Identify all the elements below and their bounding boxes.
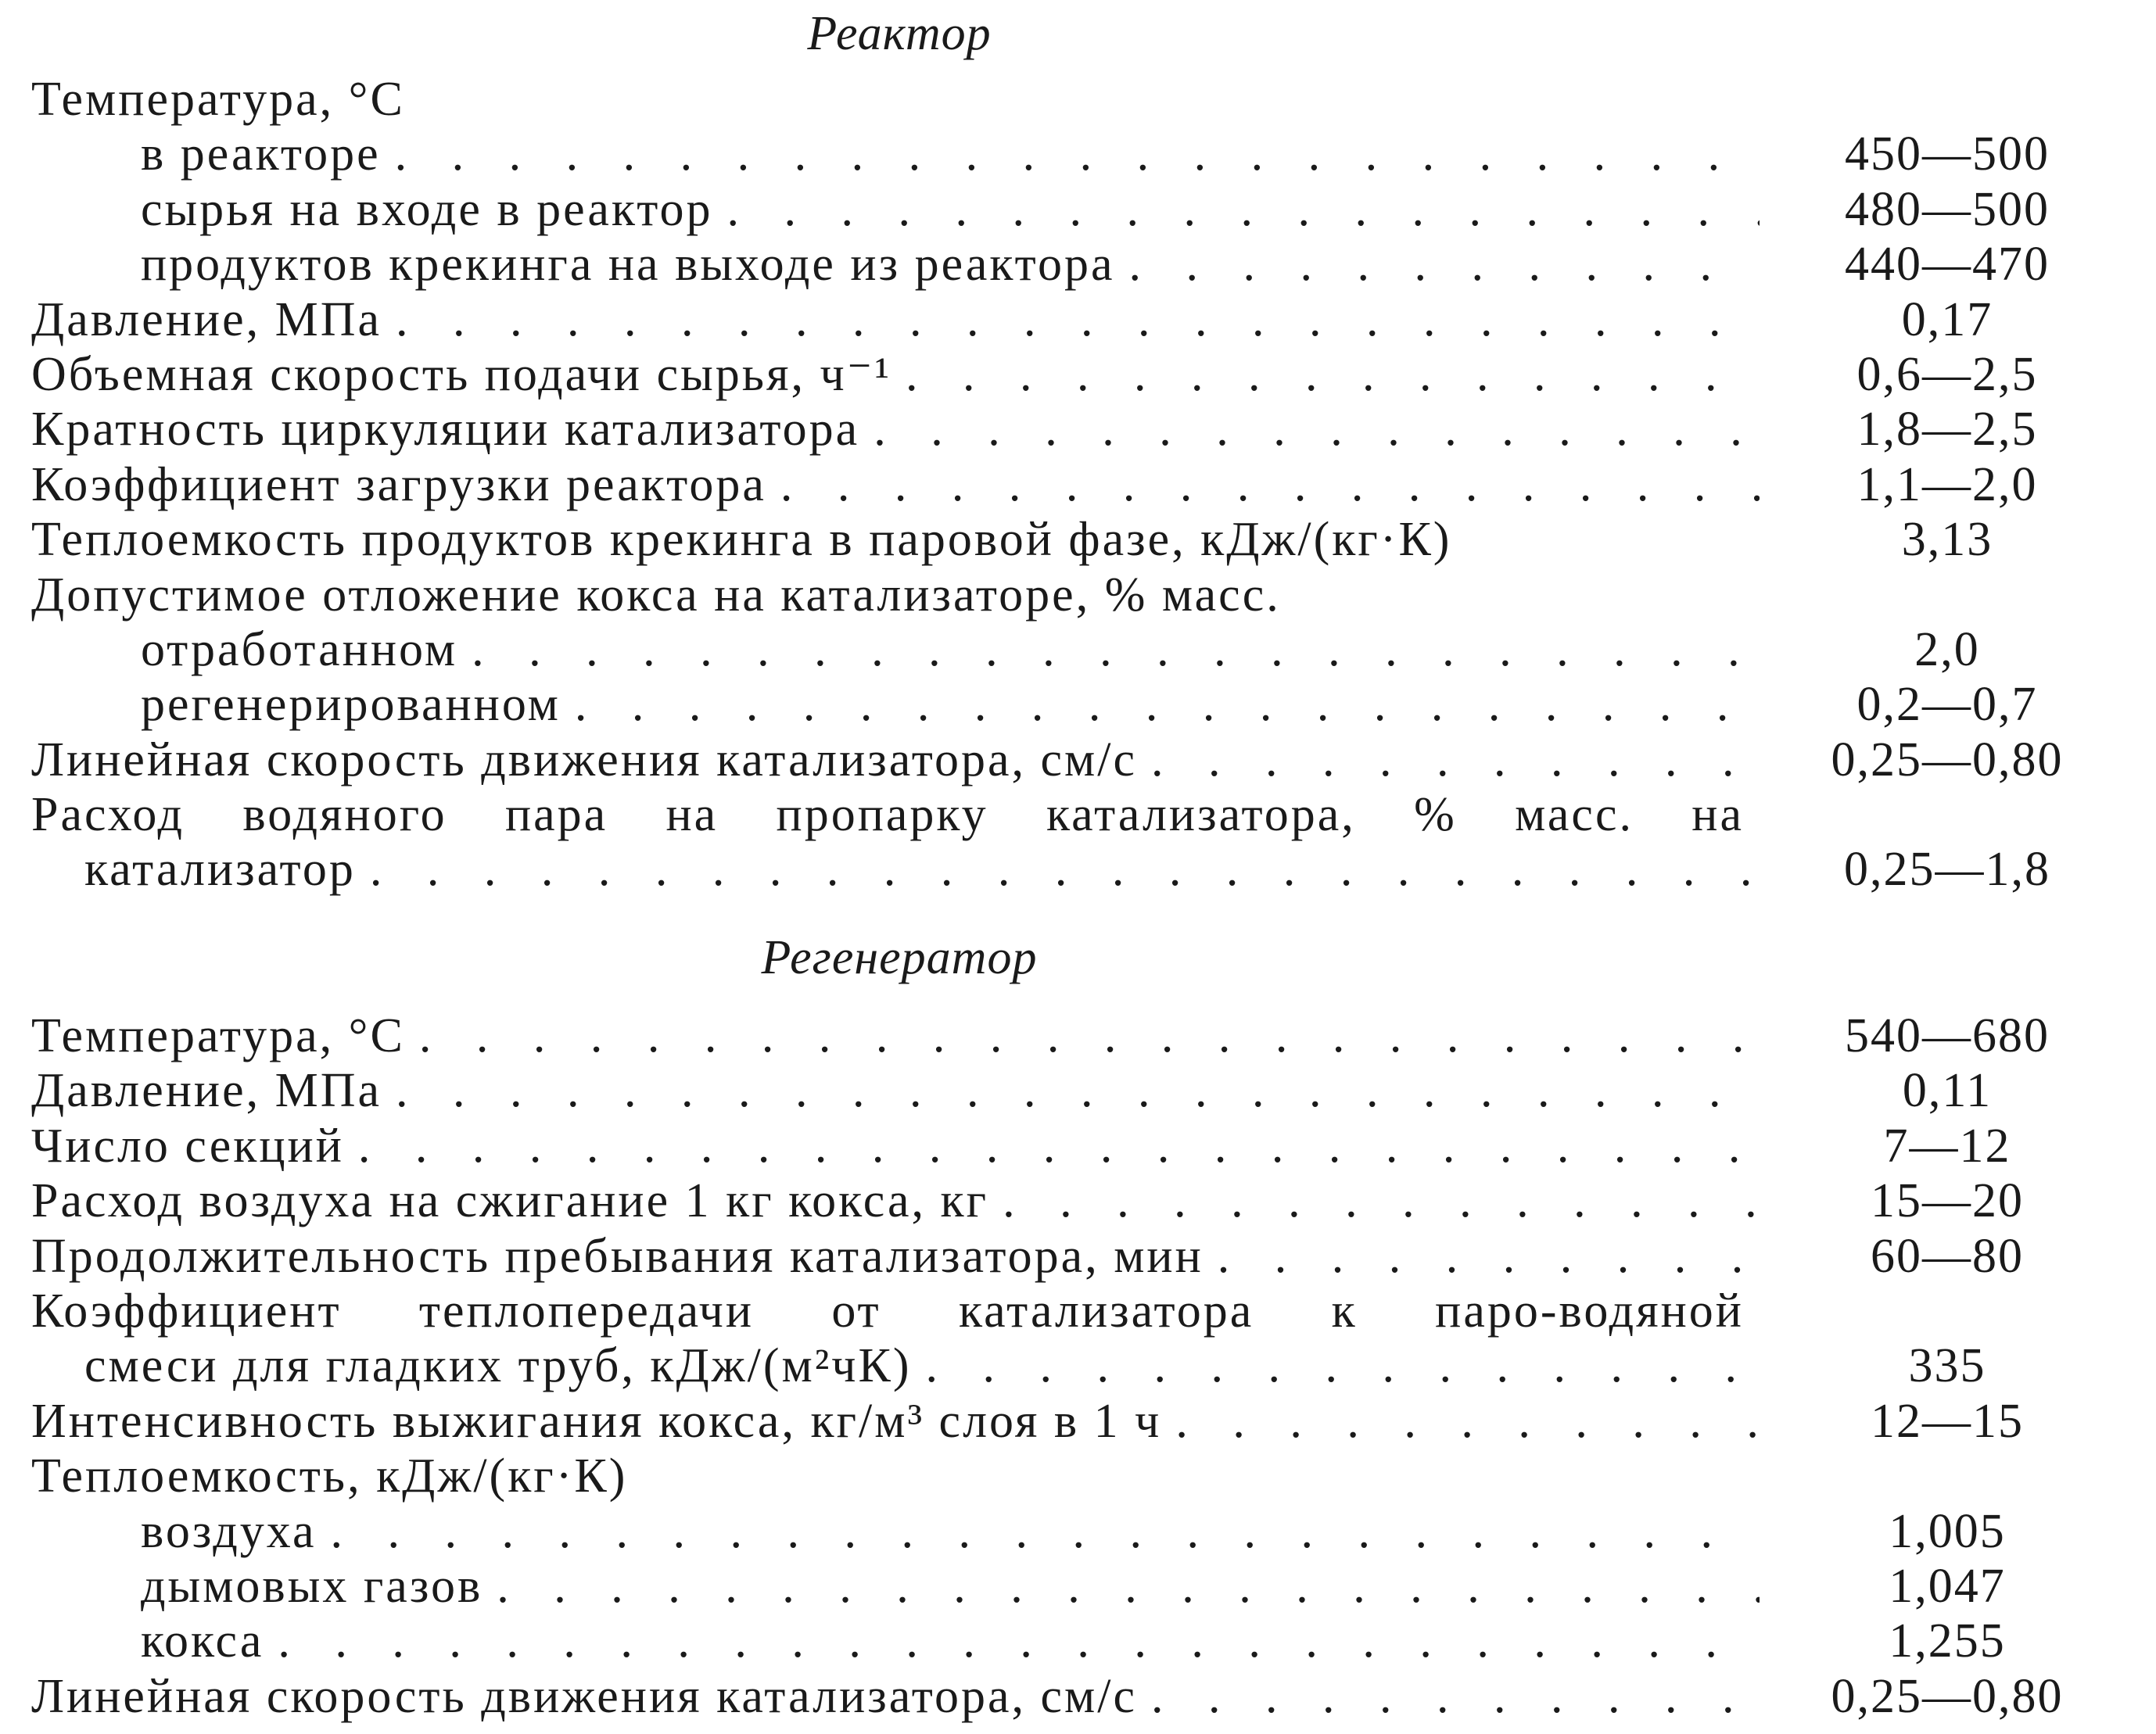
dot-leader: [419, 1009, 1760, 1063]
steam-value: 0,25—1,8: [1844, 843, 2050, 897]
dot-leader: [396, 1063, 1760, 1118]
parameter-value: 440—470: [1845, 238, 2050, 292]
parameter-label: Число секций: [31, 1119, 358, 1173]
parameter-row: [31, 677, 2143, 732]
parameter-label: Линейная скорость движения катализатора, см/с: [31, 733, 1151, 787]
heat-transfer-label-line1: Коэффициент теплопередачи от катализатора к паро-водяной: [31, 1284, 1744, 1338]
parameter-row: [31, 1229, 2143, 1284]
parameter-label: регенерированном: [141, 677, 575, 732]
parameter-label: Температура, °C: [31, 72, 419, 127]
burn-intensity-row: [31, 1394, 2143, 1449]
parameter-value: 1,8—2,5: [1856, 403, 2038, 457]
parameter-label: Давление, МПа: [31, 292, 396, 347]
parameter-row: [31, 72, 2143, 127]
regenerator-section-title: Регенератор: [761, 931, 1038, 984]
parameter-label: Коэффициент загрузки реактора: [31, 457, 780, 512]
parameter-value: 540—680: [1845, 1009, 2050, 1062]
parameter-label: Давление, МПа: [31, 1063, 396, 1118]
parameter-row: [31, 457, 2143, 512]
dot-leader: [1151, 1669, 1760, 1724]
parameter-label: отработанном: [141, 622, 472, 677]
parameter-row: [31, 1173, 2143, 1228]
parameter-value: 2,0: [1914, 622, 1980, 676]
dot-leader: [330, 1504, 1760, 1559]
parameter-row: [31, 1614, 2143, 1668]
parameter-label: Кратность циркуляции катализатора: [31, 402, 874, 457]
parameter-label: сырья на входе в реактор: [141, 182, 727, 237]
dot-leader: [370, 842, 1760, 897]
parameter-label: в реакторе: [141, 127, 395, 181]
reactor-parameters: [31, 72, 2143, 897]
parameter-label: Температура, °C: [31, 1009, 419, 1063]
parameter-label: воздуха: [141, 1504, 330, 1559]
parameter-label: кокса: [141, 1614, 278, 1668]
parameter-value: 60—80: [1871, 1229, 2024, 1283]
parameter-value: 3,13: [1901, 513, 1993, 567]
parameter-row: [31, 512, 2143, 567]
regenerator-speed-value: 0,25—0,80: [1831, 1669, 2064, 1723]
parameter-label: Расход воздуха на сжигание 1 кг кокса, кг: [31, 1173, 1003, 1228]
parameter-row: [31, 1063, 2143, 1118]
parameter-value: 0,11: [1902, 1064, 1993, 1118]
parameter-label: дымовых газов: [141, 1559, 497, 1614]
regenerator-speed-row: [31, 1669, 2143, 1724]
dot-leader: [1151, 733, 1760, 787]
reactor-rows: [31, 72, 2143, 787]
burn-intensity-value: 12—15: [1871, 1394, 2024, 1448]
dot-leader: [396, 292, 1760, 347]
steam-consumption-row: [31, 787, 2143, 897]
parameter-value: 1,047: [1889, 1559, 2006, 1613]
dot-leader: [1175, 1394, 1760, 1449]
dot-leader: [278, 1614, 1760, 1668]
parameter-label: Объемная скорость подачи сырья, ч⁻¹: [31, 347, 906, 402]
parameter-value: 7—12: [1883, 1119, 2011, 1173]
parameter-label: продуктов крекинга на выходе из реактора: [141, 237, 1128, 292]
dot-leader: [358, 1119, 1760, 1173]
dot-leader: [1003, 1173, 1760, 1228]
parameter-row: [31, 347, 2143, 402]
parameter-row: [31, 1559, 2143, 1614]
dot-leader: [780, 457, 1760, 512]
parameter-value: 480—500: [1845, 182, 2050, 236]
parameter-row: [31, 733, 2143, 787]
parameter-row: [31, 182, 2143, 237]
steam-label-line1: Расход водяного пара на пропарку катализатора, % масс. на: [31, 788, 1744, 842]
parameter-value: 1,1—2,0: [1856, 457, 2038, 511]
parameter-value: 450—500: [1845, 127, 2050, 181]
parameter-value: 15—20: [1871, 1174, 2024, 1228]
heat-transfer-label-line2: смеси для гладких труб, кДж/(м²чК): [84, 1338, 926, 1393]
dot-leader: [395, 127, 1760, 181]
dot-leader: [926, 1338, 1760, 1393]
regenerator-speed-label: Линейная скорость движения катализатора, см/с: [31, 1669, 1151, 1724]
parameter-value: 0,6—2,5: [1856, 347, 2038, 401]
parameter-label: Теплоемкость продуктов крекинга в паровой фазе, кДж/(кг·К): [31, 512, 1465, 567]
parameter-row: [31, 292, 2143, 347]
heat-capacity-label: Теплоемкость, кДж/(кг·К): [31, 1449, 641, 1503]
burn-intensity-label: Интенсивность выжигания кокса, кг/м³ слоя в 1 ч: [31, 1394, 1175, 1449]
parameter-value: 1,005: [1889, 1504, 2006, 1558]
heat-transfer-row: [31, 1284, 2143, 1394]
dot-leader: [1128, 237, 1760, 292]
heat-transfer-value: 335: [1908, 1339, 1986, 1393]
parameter-label: Допустимое отложение кокса на катализаторе, % масс.: [31, 568, 1295, 622]
parameter-row: [31, 622, 2143, 677]
heat-capacity-header-row: [31, 1449, 2143, 1503]
regenerator-parameters: [31, 1009, 2143, 1724]
dot-leader: [575, 677, 1760, 732]
dot-leader: [472, 622, 1760, 677]
parameter-row: [31, 1119, 2143, 1173]
parameter-row: [31, 568, 2143, 622]
dot-leader: [727, 182, 1760, 237]
dot-leader: [874, 402, 1760, 457]
regenerator-rows: [31, 1009, 2143, 1284]
parameter-row: [31, 1009, 2143, 1063]
heat-capacity-items: [31, 1504, 2143, 1669]
parameter-value: 1,255: [1889, 1614, 2006, 1668]
steam-label-line2: катализатор: [84, 842, 370, 897]
dot-leader: [1218, 1229, 1760, 1284]
parameter-row: [31, 237, 2143, 292]
dot-leader: [906, 347, 1760, 402]
parameter-label: Продолжительность пребывания катализатора, мин: [31, 1229, 1218, 1284]
parameter-row: [31, 127, 2143, 181]
parameter-value: 0,17: [1901, 292, 1993, 346]
parameter-value: 0,25—0,80: [1831, 733, 2064, 786]
parameter-row: [31, 1504, 2143, 1559]
reactor-section-title: Реактор: [807, 7, 992, 60]
parameter-row: [31, 402, 2143, 457]
parameter-value: 0,2—0,7: [1856, 678, 2038, 732]
dot-leader: [497, 1559, 1760, 1614]
